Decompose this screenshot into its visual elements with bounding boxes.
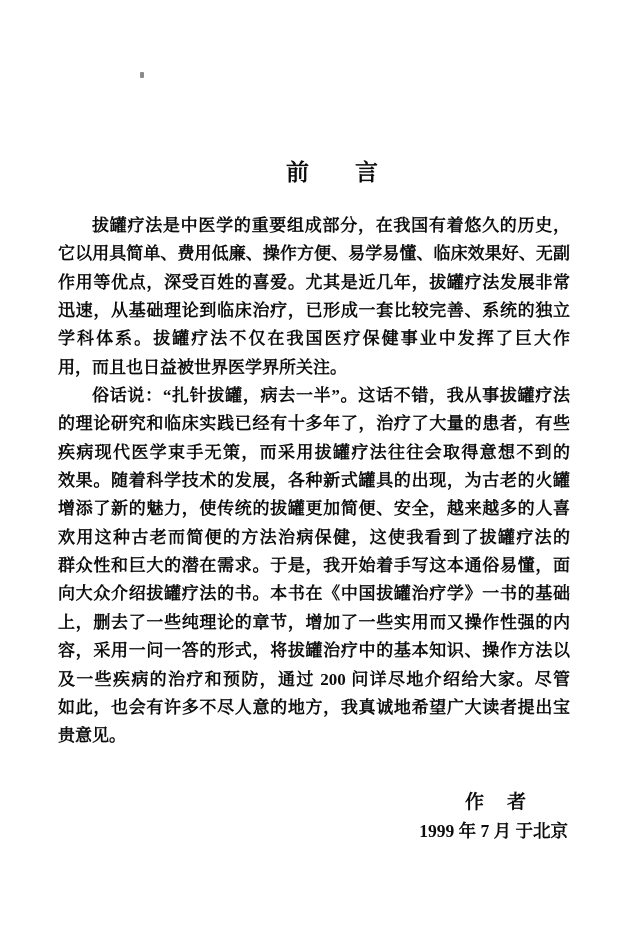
text-line: 的理论研究和临床实践已经有十多年了，治疗了大量的患者，有些 <box>58 414 570 434</box>
text-line: 容，采用一问一答的形式，将拔罐治疗中的基本知识、操作方法以 <box>58 641 570 661</box>
paragraph <box>58 212 570 382</box>
text-line: 作用等优点，深受百姓的喜爱。尤其是近几年，拔罐疗法发展非常 <box>58 272 570 292</box>
scan-artifact-speck <box>140 72 144 78</box>
text-line: 增添了新的魅力，使传统的拔罐更加简便、安全，越来越多的人喜 <box>58 499 570 519</box>
text-line: 用，而且也日益被世界医学界所关注。 <box>58 357 347 377</box>
author-signature: 作 者 <box>464 792 528 813</box>
text-line: 拔罐疗法是中医学的重要组成部分，在我国有着悠久的历史， <box>92 216 570 235</box>
text-line: 向大众介绍拔罐疗法的书。本书在《中国拔罐治疗学》一书的基础 <box>58 584 570 604</box>
text-line: 贵意见。 <box>58 726 126 746</box>
preface-body <box>58 212 570 751</box>
text-line: 欢用这种古老而简便的方法治病保健，这使我看到了拔罐疗法的 <box>58 527 570 547</box>
paragraph <box>58 382 570 750</box>
signature-block <box>58 788 570 846</box>
text-line: 俗话说：“扎针拔罐，病去一半”。这话不错，我从事拔罐疗法 <box>92 386 570 406</box>
text-line: 上，删去了一些纯理论的章节，增加了一些实用而又操作性强的内 <box>58 612 570 632</box>
text-line: 及一些疾病的治疗和预防，通过 200 问详尽地介绍给大家。尽管 <box>58 669 570 689</box>
text-line: 它以用具简单、费用低廉、操作方便、易学易懂、临床效果好、无副 <box>58 244 570 264</box>
date-line: 1999 年 7 月 于北京 <box>419 821 568 841</box>
text-line: 如此，也会有许多不尽人意的地方，我真诚地希望广大读者提出宝 <box>58 697 570 717</box>
text-line: 学科体系。拔罐疗法不仅在我国医疗保健事业中发挥了巨大作 <box>58 329 570 349</box>
text-line: 迅速，从基础理论到临床治疗，已形成一套比较完善、系统的独立 <box>58 301 570 321</box>
text-line: 效果。随着科学技术的发展，各种新式罐具的出现，为古老的火罐 <box>58 471 570 491</box>
page-title: 前 言 <box>286 160 378 185</box>
text-line: 群众性和巨大的潜在需求。于是，我开始着手写这本通俗易懂，面 <box>58 556 570 576</box>
text-line: 疾病现代医学束手无策，而采用拔罐疗法往往会取得意想不到的 <box>58 442 570 462</box>
